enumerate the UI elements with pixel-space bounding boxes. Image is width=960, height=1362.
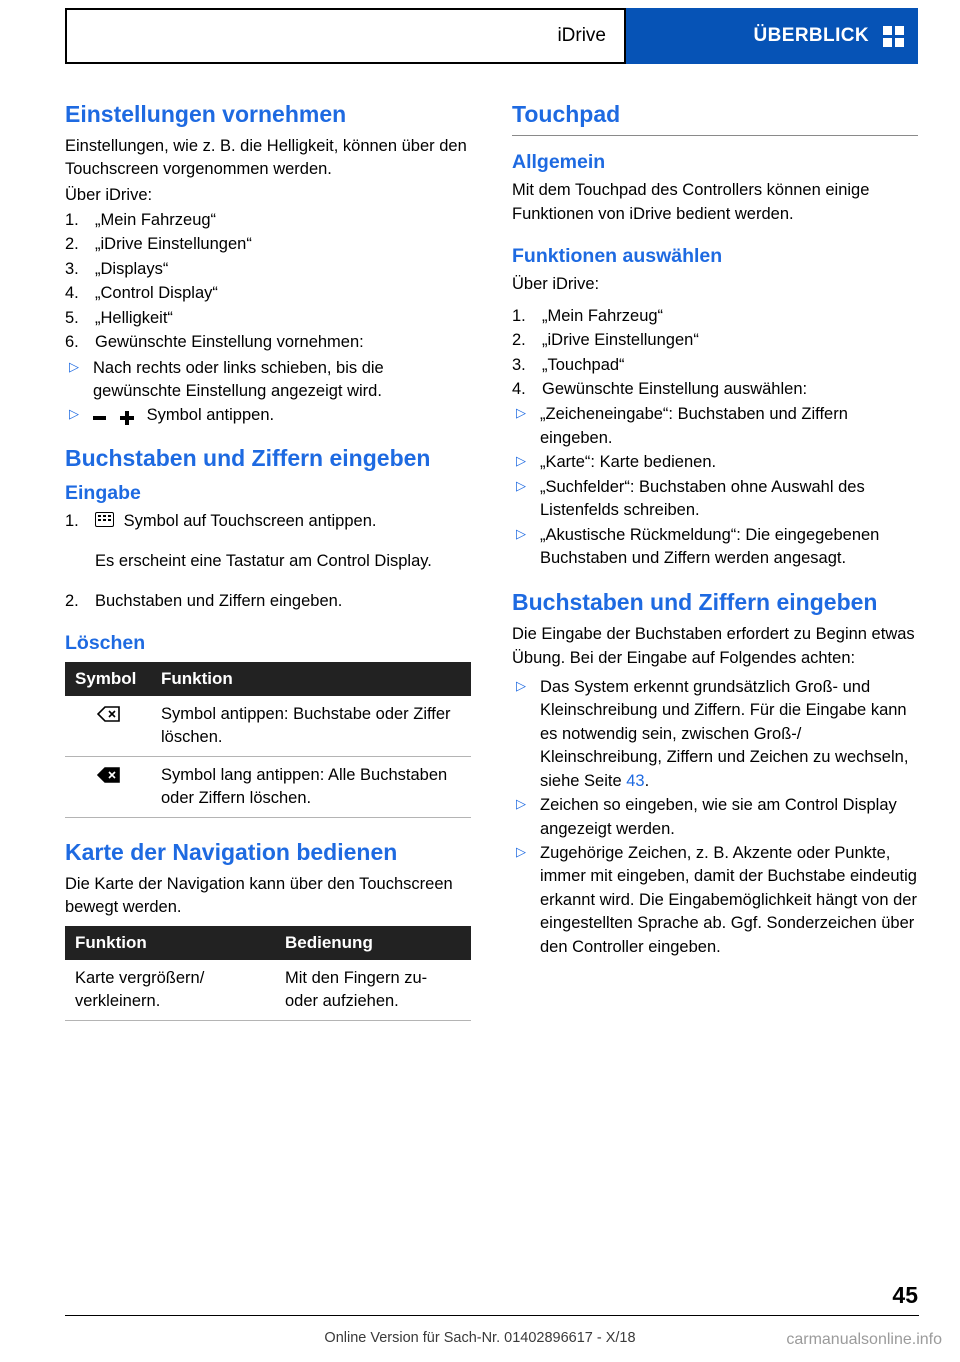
list-item bbox=[65, 282, 471, 305]
substep-text: „Zeicheneingabe“: Buchstaben und Ziffern eingeben. bbox=[540, 405, 848, 447]
triangle-bullet-icon: ▷ bbox=[516, 453, 526, 469]
list-item bbox=[65, 590, 471, 613]
table-cell-funktion: Karte vergrößern/ verkleinern. bbox=[65, 960, 275, 1021]
keyboard-icon bbox=[95, 512, 114, 527]
list-item bbox=[512, 305, 918, 328]
step-text: Symbol auf Touchscreen antippen. bbox=[123, 511, 377, 530]
backspace-solid-icon bbox=[97, 767, 119, 782]
triangle-bullet-icon: ▷ bbox=[69, 358, 79, 374]
table-loeschen bbox=[65, 662, 471, 818]
list-item bbox=[512, 676, 918, 793]
backspace-outline-icon bbox=[97, 706, 119, 721]
page-header bbox=[65, 8, 918, 64]
step-number: 2. bbox=[65, 591, 79, 610]
list-item bbox=[65, 404, 471, 427]
triangle-bullet-icon: ▷ bbox=[69, 406, 79, 422]
step-number: 1. bbox=[65, 511, 79, 530]
heading-touchpad: Touchpad bbox=[512, 100, 918, 136]
list-item bbox=[65, 209, 471, 232]
grid-icon bbox=[883, 26, 904, 47]
step-number: 1. bbox=[512, 306, 526, 325]
table-header-row bbox=[65, 926, 471, 960]
substep-text: „Akustische Rückmeldung“: Die eingegebenen Buchstaben und Ziffern werden angesagt. bbox=[540, 525, 880, 567]
step-number: 1. bbox=[65, 211, 79, 230]
step-text: „Displays“ bbox=[95, 259, 169, 278]
triangle-bullet-icon: ▷ bbox=[516, 405, 526, 421]
minus-plus-icon bbox=[93, 411, 134, 425]
triangle-bullet-icon: ▷ bbox=[516, 678, 526, 693]
step-text: „Mein Fahrzeug“ bbox=[542, 306, 664, 325]
paragraph-ueber-idrive-right: Über iDrive: bbox=[512, 275, 600, 294]
backspace-icon bbox=[65, 696, 151, 757]
heading-buchstaben-ziffern-left: Buchstaben und Ziffern eingeben bbox=[65, 444, 431, 471]
page-reference-link[interactable]: 43 bbox=[626, 771, 645, 790]
list-item bbox=[65, 307, 471, 330]
header-chapter-box bbox=[65, 8, 626, 64]
bullet-text: Das System erkennt grundsätzlich Groß- und Kleinschreibung und Ziffern. Für die Eingabe kann es notwendig sein, zwischen Groß-/ Kleinschreibung, Ziffern und Zeichen zu wechseln, siehe Seite bbox=[540, 678, 909, 790]
step-text: „Mein Fahrzeug“ bbox=[95, 211, 217, 230]
step-number: 2. bbox=[65, 235, 79, 254]
step-text: „Touchpad“ bbox=[542, 355, 625, 374]
paragraph-allgemein: Mit dem Touchpad des Controllers können einige Funktionen von iDrive bedient werden. bbox=[512, 181, 870, 223]
column-header-bedienung: Bedienung bbox=[275, 926, 471, 960]
table-row bbox=[65, 696, 471, 757]
list-item bbox=[65, 233, 471, 256]
list-item bbox=[65, 510, 471, 533]
list-item bbox=[65, 258, 471, 281]
step-number: 4. bbox=[512, 380, 526, 399]
heading-loeschen: Löschen bbox=[65, 632, 146, 655]
step-number: 5. bbox=[65, 308, 79, 327]
triangle-bullet-icon: ▷ bbox=[516, 525, 526, 541]
table-karte-bedienung bbox=[65, 926, 471, 1021]
watermark: carmanualsonline.info bbox=[786, 1331, 942, 1348]
substeps-touchpad bbox=[512, 403, 918, 570]
table-header-row bbox=[65, 662, 471, 696]
step-text: „Control Display“ bbox=[95, 284, 218, 303]
step-number: 3. bbox=[512, 355, 526, 374]
table-row bbox=[65, 960, 471, 1021]
footer-divider bbox=[65, 1315, 919, 1316]
steps-einstellungen bbox=[65, 209, 471, 355]
header-section-box bbox=[626, 8, 918, 64]
step-text: „iDrive Einstellungen“ bbox=[95, 235, 252, 254]
steps-touchpad bbox=[512, 305, 918, 402]
steps-eingabe bbox=[65, 510, 471, 533]
heading-funktionen-auswaehlen: Funktionen auswählen bbox=[512, 244, 723, 267]
page-number: 45 bbox=[892, 1282, 918, 1308]
list-item bbox=[512, 329, 918, 352]
paragraph-ueber-idrive: Über iDrive: bbox=[65, 185, 153, 204]
step-number: 4. bbox=[65, 284, 79, 303]
bullets-buchstaben bbox=[512, 676, 918, 959]
footer-text: Online Version für Sach-Nr. 01402896617 - X/18 bbox=[324, 1330, 636, 1346]
step-text: Buchstaben und Ziffern eingeben. bbox=[95, 591, 343, 610]
list-item bbox=[512, 842, 918, 959]
list-item bbox=[512, 378, 918, 401]
step-text: Gewünschte Einstellung auswählen: bbox=[542, 380, 808, 399]
table-cell-text: Symbol lang antippen: Alle Buchstaben oder Ziffern löschen. bbox=[151, 756, 471, 817]
bullet-text: Zugehörige Zeichen, z. B. Akzente oder Punkte, immer mit eingeben, damit der Buchstabe eindeutig erkannt wird. Die Eingabemöglichkeit hängt von der eingestellten Sprache ab. Ggf. Sonderzeichen über den Controller eingeben. bbox=[540, 843, 917, 956]
substeps-einstellungen bbox=[65, 357, 471, 428]
header-section-label: ÜBERBLICK bbox=[753, 25, 869, 46]
paragraph-eingabe-note: Es erscheint eine Tastatur am Control Display. bbox=[95, 551, 432, 570]
triangle-bullet-icon: ▷ bbox=[516, 477, 526, 493]
heading-buchstaben-ziffern-right: Buchstaben und Ziffern eingeben bbox=[512, 589, 878, 616]
triangle-bullet-icon: ▷ bbox=[516, 796, 526, 812]
paragraph-buchstaben-intro: Die Eingabe der Buchstaben erfordert zu Beginn etwas Übung. Bei der Eingabe auf Folgendes achten: bbox=[512, 625, 915, 667]
heading-eingabe: Eingabe bbox=[65, 481, 141, 504]
left-column bbox=[65, 100, 471, 1021]
step-number: 3. bbox=[65, 259, 79, 278]
backspace-filled-icon bbox=[65, 756, 151, 817]
column-header-funktion: Funktion bbox=[151, 662, 471, 696]
paragraph-karte-intro: Die Karte der Navigation kann über den Touchscreen bewegt werden. bbox=[65, 874, 453, 917]
list-item bbox=[512, 476, 918, 523]
bullet-text-after: . bbox=[644, 771, 650, 790]
list-item bbox=[512, 354, 918, 377]
heading-einstellungen-vornehmen: Einstellungen vornehmen bbox=[65, 101, 347, 127]
heading-allgemein: Allgemein bbox=[512, 150, 606, 173]
step-number: 6. bbox=[65, 333, 79, 352]
table-cell-bedienung: Mit den Fingern zu- oder aufziehen. bbox=[275, 960, 471, 1021]
substep-text: Symbol antippen. bbox=[146, 406, 275, 425]
column-header-symbol: Symbol bbox=[65, 662, 151, 696]
bullet-text: Zeichen so eingeben, wie sie am Control Display angezeigt werden. bbox=[540, 796, 897, 838]
triangle-bullet-icon: ▷ bbox=[516, 843, 526, 859]
table-cell-text: Symbol antippen: Buchstabe oder Ziffer löschen. bbox=[151, 696, 471, 757]
step-text: Gewünschte Einstellung vornehmen: bbox=[95, 333, 364, 352]
column-header-funktion: Funktion bbox=[65, 926, 275, 960]
list-item bbox=[65, 331, 471, 354]
list-item bbox=[65, 357, 471, 404]
step-number: 2. bbox=[512, 331, 526, 350]
step-text: „Helligkeit“ bbox=[95, 308, 173, 327]
step-text: „iDrive Einstellungen“ bbox=[542, 331, 699, 350]
list-item bbox=[512, 403, 918, 450]
steps-eingabe-2 bbox=[65, 590, 471, 613]
heading-karte-navigation: Karte der Navigation bedienen bbox=[65, 838, 398, 865]
list-item bbox=[512, 451, 918, 474]
paragraph-einstellungen-intro: Einstellungen, wie z. B. die Helligkeit, können über den Touchscreen vorgenommen werden. bbox=[65, 136, 467, 179]
header-chapter-label: iDrive bbox=[557, 25, 606, 46]
list-item bbox=[512, 524, 918, 571]
list-item bbox=[512, 794, 918, 841]
table-row bbox=[65, 756, 471, 817]
substep-text: Nach rechts oder links schieben, bis die gewünschte Einstellung angezeigt wird. bbox=[93, 358, 384, 400]
substep-text: „Suchfelder“: Buchstaben ohne Auswahl des Listenfelds schreiben. bbox=[540, 477, 865, 520]
right-column bbox=[512, 100, 918, 961]
substep-text: „Karte“: Karte bedienen. bbox=[540, 453, 717, 472]
